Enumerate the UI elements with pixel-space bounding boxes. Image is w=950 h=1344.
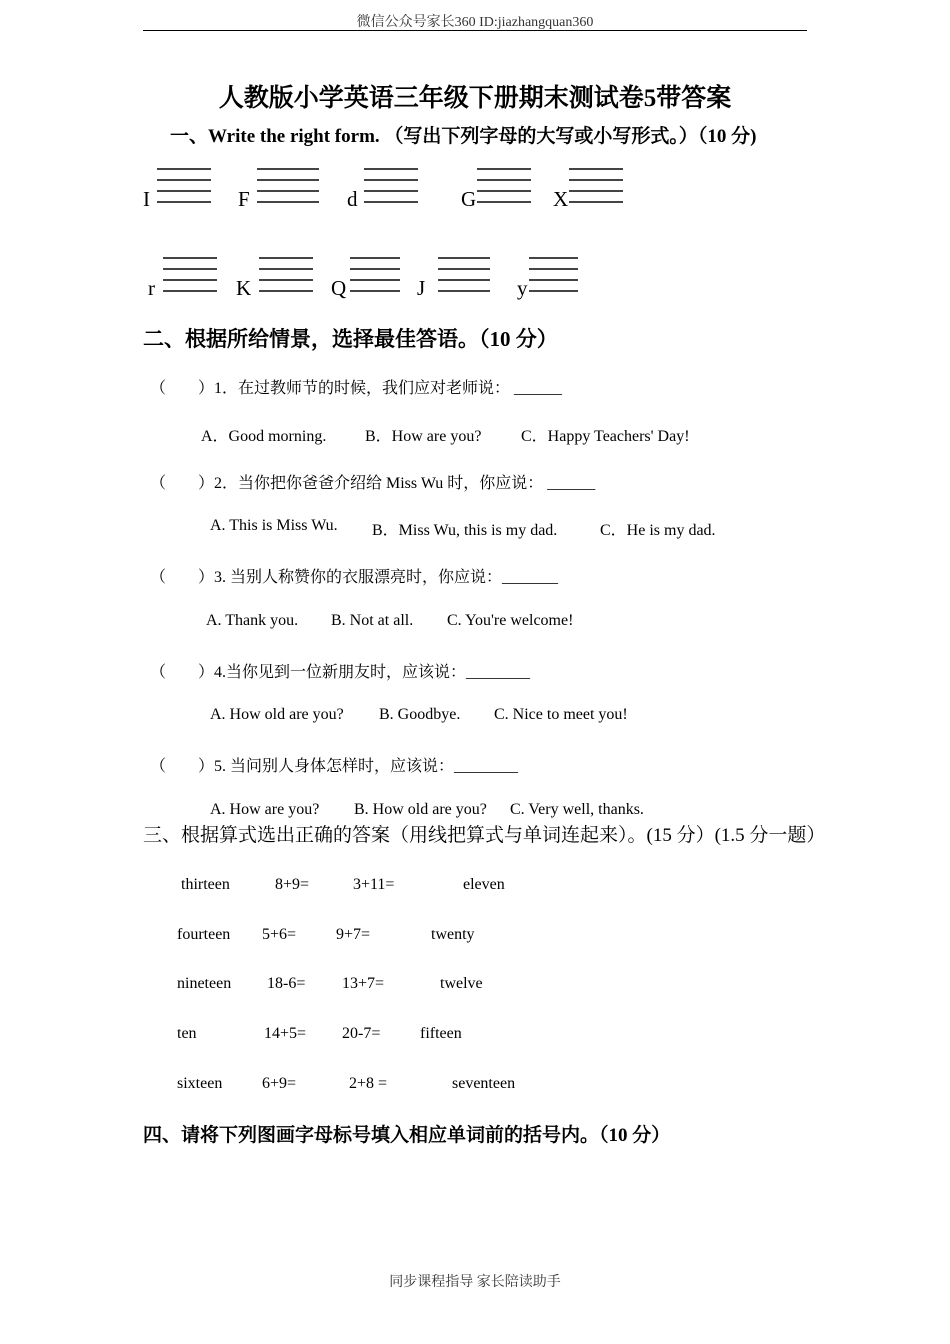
- option-1a[interactable]: A．Good morning.: [201, 428, 327, 445]
- writing-lines[interactable]: [477, 168, 531, 204]
- footer-text: 同步课程指导 家长陪读助手: [389, 1275, 561, 1290]
- word-left[interactable]: nineteen: [177, 975, 232, 992]
- option-4b[interactable]: B. Goodbye.: [379, 706, 461, 723]
- writing-lines[interactable]: [257, 168, 319, 204]
- word-right[interactable]: eleven: [463, 876, 505, 893]
- letter-8: Q: [331, 276, 347, 300]
- option-1c[interactable]: C．Happy Teachers' Day!: [521, 428, 690, 445]
- writing-lines[interactable]: [569, 168, 623, 204]
- option-5b[interactable]: B. How old are you?: [354, 801, 487, 818]
- equation-1[interactable]: 18-6=: [267, 975, 306, 992]
- letter-7: K: [236, 276, 252, 300]
- writing-lines[interactable]: [163, 257, 217, 293]
- option-3b[interactable]: B. Not at all.: [331, 612, 414, 629]
- equation-2[interactable]: 2+8 =: [349, 1075, 388, 1092]
- equation-1[interactable]: 8+9=: [275, 876, 310, 893]
- letter-4: G: [461, 187, 477, 211]
- option-5a[interactable]: A. How are you?: [210, 801, 320, 818]
- word-right[interactable]: fifteen: [420, 1025, 462, 1042]
- header-rule: [143, 30, 807, 31]
- question-5: （ ）5. 当问别人身体怎样时，应该说：________: [150, 758, 519, 775]
- option-4a[interactable]: A. How old are you?: [210, 706, 344, 723]
- word-left[interactable]: sixteen: [177, 1075, 223, 1092]
- question-3: （ ）3. 当别人称赞你的衣服漂亮时，你应说：_______: [150, 569, 559, 586]
- letter-2: F: [238, 187, 250, 211]
- header-text: 微信公众号家长360 ID:jiazhangquan360: [356, 15, 594, 30]
- writing-lines[interactable]: [157, 168, 211, 204]
- option-4c[interactable]: C. Nice to meet you!: [494, 706, 628, 723]
- letter-6: r: [148, 276, 155, 300]
- page-title: 人教版小学英语三年级下册期末测试卷5带答案: [218, 85, 732, 112]
- word-left[interactable]: ten: [177, 1025, 197, 1042]
- letter-9: J: [417, 276, 426, 300]
- option-2c[interactable]: C．He is my dad.: [600, 522, 716, 539]
- letter-5: X: [553, 187, 569, 211]
- writing-lines[interactable]: [350, 257, 400, 293]
- letter-1: I: [143, 187, 150, 211]
- letter-3: d: [347, 187, 358, 211]
- option-2b[interactable]: B．Miss Wu, this is my dad.: [372, 522, 558, 539]
- equation-2[interactable]: 3+11=: [353, 876, 395, 893]
- question-1: （ ）1．在过教师节的时候，我们应对老师说： ______: [150, 380, 563, 397]
- word-right[interactable]: twelve: [440, 975, 483, 992]
- option-2a[interactable]: A. This is Miss Wu.: [210, 517, 338, 534]
- question-4: （ ）4.当你见到一位新朋友时，应该说：________: [150, 664, 531, 681]
- question-2: （ ）2．当你把你爸爸介绍给 Miss Wu 时，你应说： ______: [150, 475, 596, 492]
- section4-heading: 四、请将下列图画字母标号填入相应单词前的括号内。（10 分）: [143, 1125, 671, 1146]
- equation-2[interactable]: 13+7=: [342, 975, 385, 992]
- writing-lines[interactable]: [364, 168, 418, 204]
- section3-heading: 三、根据算式选出正确的答案（用线把算式与单词连起来）。(15 分）(1.5 分一题）: [143, 825, 826, 846]
- word-right[interactable]: twenty: [431, 926, 475, 943]
- word-left[interactable]: thirteen: [181, 876, 230, 893]
- option-1b[interactable]: B．How are you?: [365, 428, 482, 445]
- equation-2[interactable]: 9+7=: [336, 926, 371, 943]
- equation-1[interactable]: 5+6=: [262, 926, 297, 943]
- writing-lines[interactable]: [438, 257, 490, 293]
- section2-heading: 二、根据所给情景，选择最佳答语。（10 分）: [143, 327, 558, 351]
- equation-1[interactable]: 14+5=: [264, 1025, 307, 1042]
- writing-lines[interactable]: [529, 257, 578, 293]
- option-5c[interactable]: C. Very well, thanks.: [510, 801, 644, 818]
- word-left[interactable]: fourteen: [177, 926, 231, 943]
- word-right[interactable]: seventeen: [452, 1075, 516, 1092]
- option-3a[interactable]: A. Thank you.: [206, 612, 299, 629]
- section1-heading: 一、Write the right form. （写出下列字母的大写或小写形式。）（10 分): [170, 126, 757, 147]
- letter-10: y: [517, 276, 528, 300]
- equation-2[interactable]: 20-7=: [342, 1025, 381, 1042]
- equation-1[interactable]: 6+9=: [262, 1075, 297, 1092]
- option-3c[interactable]: C. You're welcome!: [447, 612, 574, 629]
- writing-lines[interactable]: [259, 257, 313, 293]
